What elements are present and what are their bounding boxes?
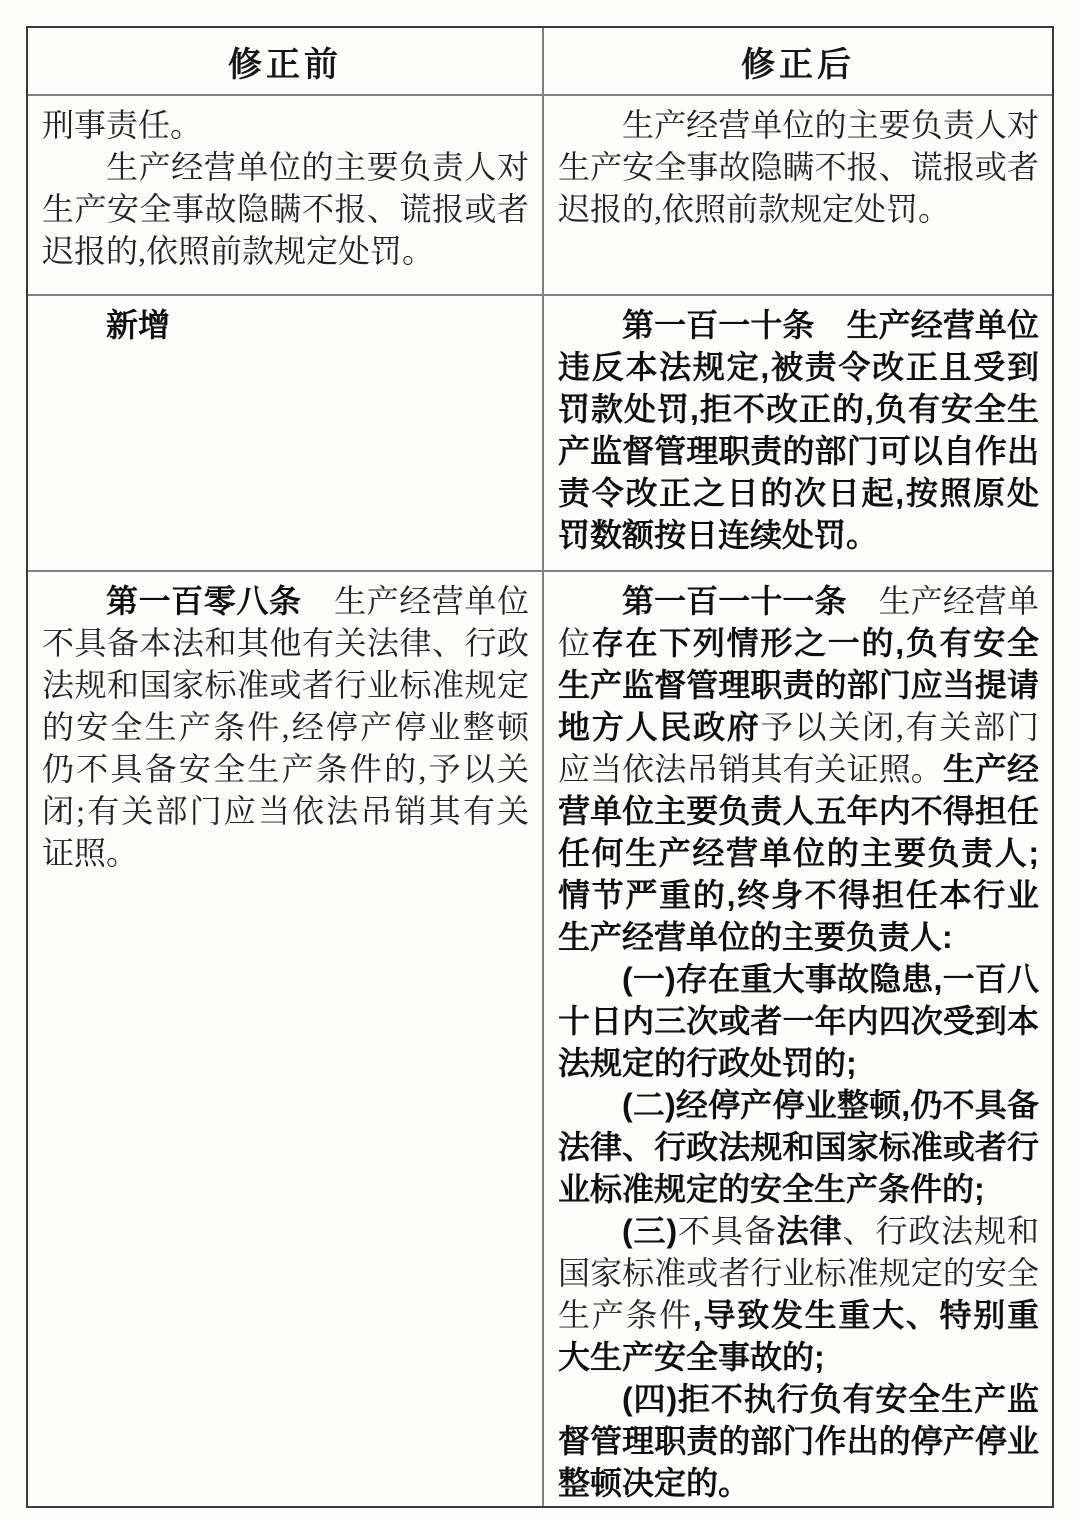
text-segment: (四)拒不执行负有安全生产监督管理职责的部门作出的停产停业整顿决定的。 — [558, 1381, 1039, 1501]
text-segment: 第一百一十条 生产经营单位违反本法规定,被责令改正且受到罚款处罚,拒不改正的,负有安全生产监督管理职责的部门可以自作出责令改正之日的次日起,按照原处罚数额按日连续处罚。 — [558, 307, 1039, 553]
text-segment: 生产经营单位的主要负责人对生产安全事故隐瞒不报、谎报或者迟报的,依照前款规定处罚。 — [558, 107, 1039, 227]
paragraph — [558, 580, 1039, 958]
header-cell-after — [544, 28, 1052, 94]
text-segment: 不具备 — [677, 1213, 777, 1249]
text-segment: 生产经营单位 — [558, 583, 1039, 661]
cell-before — [28, 94, 544, 294]
text-segment: 生产经营单位不具备本法和其他有关法律、行政法规和国家标准或者行业标准规定的安全生产条件,经停产停业整顿仍不具备安全生产条件的,予以关闭;有关部门应当依法吊销其有关证照。 — [42, 583, 529, 871]
header-before-label: 修正前 — [228, 45, 342, 84]
text-segment: 予以关闭,有关部门应当依法吊销其有关证照。 — [558, 709, 1039, 787]
text-segment: (一)存在重大事故隐患,一百八十日内三次或者一年内四次受到本法规定的行政处罚的; — [558, 961, 1039, 1081]
text-segment: 刑事责任。 — [42, 107, 203, 143]
paragraph — [42, 104, 529, 146]
cell-after — [544, 94, 1052, 294]
text-segment: (二)经停产停业整顿,仍不具备法律、行政法规和国家标准或者行业标准规定的安全生产条件的; — [558, 1087, 1039, 1207]
header-after-label: 修正后 — [741, 45, 855, 84]
text-segment: 生产经营单位的主要负责人对生产安全事故隐瞒不报、谎报或者迟报的,依照前款规定处罚。 — [42, 149, 529, 269]
cell-after — [544, 294, 1052, 570]
paragraph — [558, 958, 1039, 1084]
text-segment: 新增 — [106, 307, 171, 343]
paragraph — [558, 1084, 1039, 1210]
cell-before — [28, 294, 544, 570]
paragraph — [558, 104, 1039, 230]
cell-after — [544, 570, 1052, 1506]
text-segment: ,导致发生重大、特别重大生产安全事故的; — [558, 1297, 1039, 1375]
paragraph — [42, 146, 529, 272]
text-segment: 存在下列情形之一的,负有安全生产监督管理职责的部门应当提请地方人民政府 — [558, 625, 1039, 745]
text-segment: 第一百一十一条 — [622, 583, 847, 619]
cell-before — [28, 570, 544, 1506]
text-segment: 、行政法规和国家标准或者行业标准规定的安全生产条件 — [558, 1213, 1039, 1333]
paragraph — [42, 580, 529, 874]
text-segment: (三) — [622, 1213, 678, 1249]
paragraph — [558, 1378, 1039, 1504]
paragraph — [558, 1210, 1039, 1378]
header-cell-before — [28, 28, 544, 94]
paragraph — [42, 304, 529, 346]
text-segment: 生产经营单位主要负责人五年内不得担任任何生产经营单位的主要负责人;情节严重的,终身不得担任本行业生产经营单位的主要负责人: — [558, 751, 1039, 955]
text-segment: 第一百零八条 — [106, 583, 302, 619]
text-segment: 法律 — [776, 1213, 843, 1249]
paragraph — [558, 304, 1039, 556]
comparison-table — [26, 26, 1054, 1508]
